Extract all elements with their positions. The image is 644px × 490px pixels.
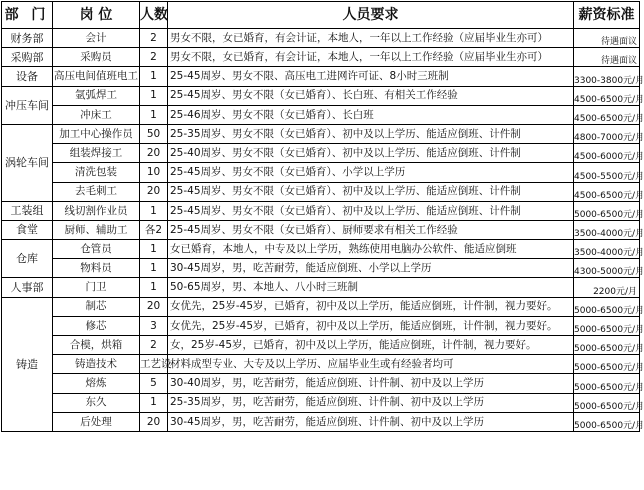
table-row xyxy=(2,182,640,201)
salary-cell: 3500-4000元/月 xyxy=(574,240,640,259)
table-row xyxy=(2,336,640,355)
requirements-cell: 女，25岁-45岁，已婚育，初中及以上学历，能适应倒班，计件制，视力要好。 xyxy=(168,336,574,355)
post-cell: 制芯 xyxy=(53,297,140,316)
count-cell: 20 xyxy=(140,297,168,316)
table-body xyxy=(2,29,644,432)
post-cell: 修芯 xyxy=(53,316,140,335)
table-row xyxy=(2,48,640,67)
count-cell: 2 xyxy=(140,29,168,48)
count-cell: 50 xyxy=(140,124,168,143)
requirements-cell: 30-45周岁，男，吃苦耐劳，能适应倒班、小学以上学历 xyxy=(168,259,574,278)
count-cell: 工艺设 xyxy=(140,355,168,374)
requirements-cell: 25-45周岁、男女不限（女已婚育）、初中及以上学历、能适应倒班、计件制 xyxy=(168,182,574,201)
requirements-cell: 女优先，25岁-45岁，已婚育，初中及以上学历，能适应倒班，计件制，视力要好。 xyxy=(168,297,574,316)
salary-cell: 5000-6500元/月 xyxy=(574,412,640,431)
table-row xyxy=(2,316,640,335)
count-cell: 1 xyxy=(140,240,168,259)
table-row xyxy=(2,124,640,143)
requirements-cell: 50-65周岁，男、本地人、八小时三班制 xyxy=(168,278,574,297)
requirements-cell: 男女不限，女已婚育，有会计证，本地人，一年以上工作经验（应届毕业生亦可） xyxy=(168,29,574,48)
table-row xyxy=(2,355,640,374)
header-salary: 薪资标准 xyxy=(574,2,640,29)
salary-cell: 4500-5500元/月 xyxy=(574,163,640,182)
table-row xyxy=(2,278,640,297)
header-post: 岗 位 xyxy=(53,2,140,29)
count-cell: 5 xyxy=(140,374,168,393)
table-row xyxy=(2,374,640,393)
post-cell: 高压电间值班电工 xyxy=(53,67,140,86)
table-row xyxy=(2,259,640,278)
count-cell: 20 xyxy=(140,182,168,201)
count-cell: 1 xyxy=(140,67,168,86)
count-cell: 20 xyxy=(140,412,168,431)
post-cell: 加工中心操作员 xyxy=(53,124,140,143)
post-cell: 合模，烘箱 xyxy=(53,336,140,355)
post-cell: 东久 xyxy=(53,393,140,412)
post-cell: 门卫 xyxy=(53,278,140,297)
count-cell: 1 xyxy=(140,393,168,412)
requirements-cell: 25-35周岁，男，吃苦耐劳，能适应倒班、计件制、初中及以上学历 xyxy=(168,393,574,412)
salary-cell: 5000-6500元/月 xyxy=(574,336,640,355)
table-row xyxy=(2,144,640,163)
header-row xyxy=(2,2,640,29)
salary-cell: 4500-6500元/月 xyxy=(574,86,640,105)
table-row xyxy=(2,105,640,124)
requirements-cell: 材料成型专业、大专及以上学历、应届毕业生或有经验者均可 xyxy=(168,355,574,374)
table-row xyxy=(2,86,640,105)
post-cell: 去毛刺工 xyxy=(53,182,140,201)
table-row xyxy=(2,201,640,220)
recruitment-table xyxy=(1,1,644,432)
dept-cell: 涡轮车间 xyxy=(2,124,53,201)
salary-cell: 4500-6500元/月 xyxy=(574,105,640,124)
post-cell: 后处理 xyxy=(53,412,140,431)
salary-cell: 4500-6500元/月 xyxy=(574,182,640,201)
post-cell: 清洗包装 xyxy=(53,163,140,182)
count-cell: 1 xyxy=(140,259,168,278)
salary-cell: 5000-6500元/月 xyxy=(574,201,640,220)
dept-cell: 仓库 xyxy=(2,240,53,278)
salary-cell: 3500-4000元/月 xyxy=(574,220,640,239)
requirements-cell: 男女不限，女已婚育，有会计证，本地人，一年以上工作经验（应届毕业生亦可） xyxy=(168,48,574,67)
count-cell: 2 xyxy=(140,336,168,355)
count-cell: 2 xyxy=(140,48,168,67)
dept-cell: 人事部 xyxy=(2,278,53,297)
count-cell: 1 xyxy=(140,86,168,105)
table-row xyxy=(2,67,640,86)
post-cell: 采购员 xyxy=(53,48,140,67)
dept-cell: 工装组 xyxy=(2,201,53,220)
post-cell: 物料员 xyxy=(53,259,140,278)
post-cell: 线切割作业员 xyxy=(53,201,140,220)
count-cell: 各2 xyxy=(140,220,168,239)
requirements-cell: 25-45周岁、男女不限（女已婚育）、小学以上学历 xyxy=(168,163,574,182)
dept-cell: 采购部 xyxy=(2,48,53,67)
salary-cell: 4300-5000元/月 xyxy=(574,259,640,278)
salary-cell: 2200元/月 xyxy=(574,278,640,297)
post-cell: 会计 xyxy=(53,29,140,48)
dept-cell: 冲压车间 xyxy=(2,86,53,124)
salary-cell: 5000-6500元/月 xyxy=(574,355,640,374)
post-cell: 组装焊接工 xyxy=(53,144,140,163)
requirements-cell: 女已婚育，本地人，中专及以上学历，熟练使用电脑办公软件、能适应倒班 xyxy=(168,240,574,259)
salary-cell: 3300-3800元/月 xyxy=(574,67,640,86)
salary-cell: 待遇面议 xyxy=(574,29,640,48)
count-cell: 1 xyxy=(140,201,168,220)
requirements-cell: 25-45周岁、男女不限（女已婚育）、长白班、有相关工作经验 xyxy=(168,86,574,105)
table-row xyxy=(2,220,640,239)
salary-cell: 4500-6000元/月 xyxy=(574,144,640,163)
dept-cell: 设备 xyxy=(2,67,53,86)
salary-cell: 5000-6500元/月 xyxy=(574,316,640,335)
header-requirements: 人员要求 xyxy=(168,2,574,29)
post-cell: 厨师、辅助工 xyxy=(53,220,140,239)
requirements-cell: 25-45周岁、男女不限、高压电工进网许可证、8小时三班制 xyxy=(168,67,574,86)
salary-cell: 待遇面议 xyxy=(574,48,640,67)
table-row xyxy=(2,163,640,182)
table-row xyxy=(2,412,640,431)
post-cell: 熔炼 xyxy=(53,374,140,393)
requirements-cell: 25-40周岁、男女不限（女已婚育）、初中及以上学历、能适应倒班、计件制 xyxy=(168,144,574,163)
salary-cell: 5000-6500元/月 xyxy=(574,393,640,412)
dept-cell: 食堂 xyxy=(2,220,53,239)
post-cell: 氩弧焊工 xyxy=(53,86,140,105)
requirements-cell: 30-45周岁，男，吃苦耐劳，能适应倒班、计件制、初中及以上学历 xyxy=(168,412,574,431)
count-cell: 20 xyxy=(140,144,168,163)
salary-cell: 4800-7000元/月 xyxy=(574,124,640,143)
requirements-cell: 25-45周岁、男女不限（女已婚育）、初中及以上学历、能适应倒班、计件制 xyxy=(168,201,574,220)
table-row xyxy=(2,240,640,259)
header-count: 人数 xyxy=(140,2,168,29)
salary-cell: 5000-6500元/月 xyxy=(574,297,640,316)
count-cell: 1 xyxy=(140,105,168,124)
table-row xyxy=(2,29,640,48)
salary-cell: 5000-6500元/月 xyxy=(574,374,640,393)
count-cell: 3 xyxy=(140,316,168,335)
requirements-cell: 30-40周岁，男，吃苦耐劳，能适应倒班、计件制、初中及以上学历 xyxy=(168,374,574,393)
post-cell: 仓管员 xyxy=(53,240,140,259)
requirements-cell: 25-45周岁、男女不限（女已婚育）、厨师要求有相关工作经验 xyxy=(168,220,574,239)
requirements-cell: 25-46周岁、男女不限（女已婚育）、长白班 xyxy=(168,105,574,124)
table-row xyxy=(2,393,640,412)
requirements-cell: 女优先，25岁-45岁，已婚育，初中及以上学历，能适应倒班，计件制，视力要好。 xyxy=(168,316,574,335)
post-cell: 铸造技术 xyxy=(53,355,140,374)
dept-cell: 财务部 xyxy=(2,29,53,48)
requirements-cell: 25-35周岁、男女不限（女已婚育）、初中及以上学历、能适应倒班、计件制 xyxy=(168,124,574,143)
dept-cell: 铸造 xyxy=(2,297,53,431)
header-dept: 部 门 xyxy=(2,2,53,29)
post-cell: 冲床工 xyxy=(53,105,140,124)
table-row xyxy=(2,297,640,316)
count-cell: 1 xyxy=(140,278,168,297)
count-cell: 10 xyxy=(140,163,168,182)
